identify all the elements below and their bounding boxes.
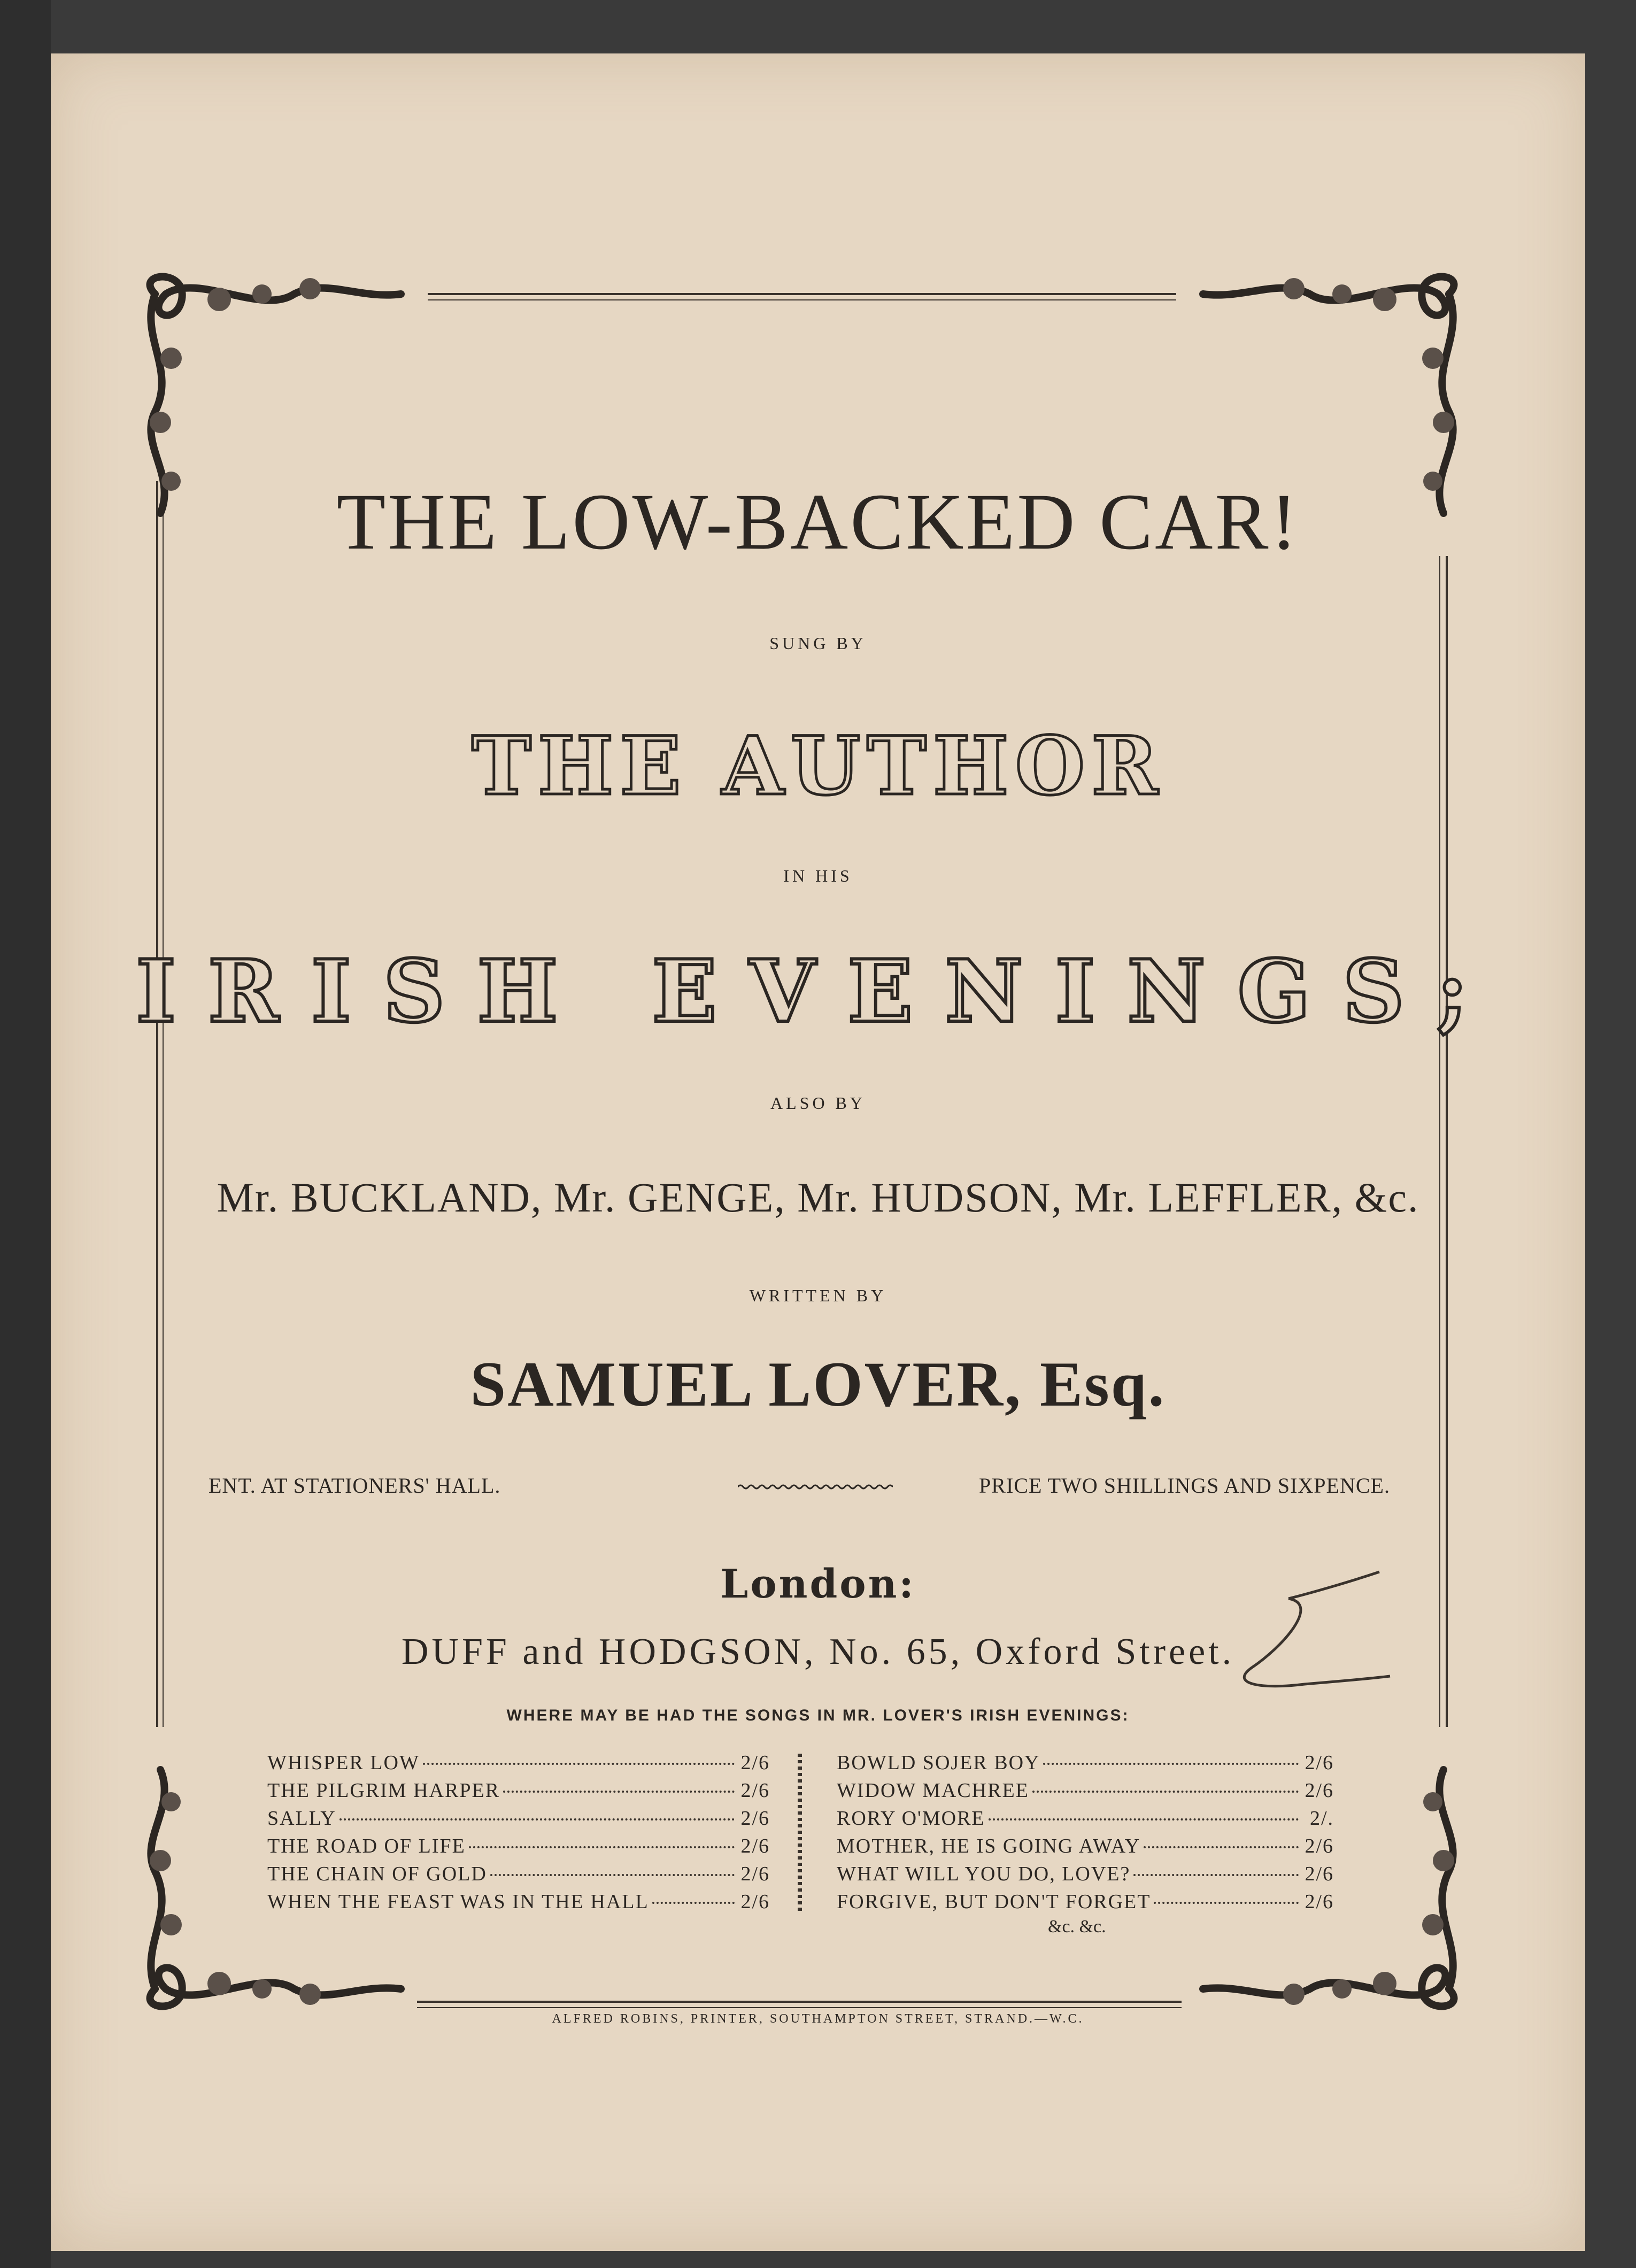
printer-imprint: ALFRED ROBINS, PRINTER, SOUTHAMPTON STREET, STRAND.—W.C. — [552, 2012, 1084, 2026]
where-heading: WHERE MAY BE HAD THE SONGS IN MR. LOVER'S IRISH EVENINGS: — [506, 1707, 1130, 1724]
page-title: THE LOW-BACKED CAR! — [336, 477, 1300, 566]
in-his-label: IN HIS — [783, 866, 853, 885]
written-by-label: WRITTEN BY — [749, 1286, 887, 1305]
also-by-label: ALSO BY — [770, 1093, 866, 1113]
entered-note: ENT. AT STATIONERS' HALL. — [209, 1474, 501, 1498]
price-note: PRICE TWO SHILLINGS AND SIXPENCE. — [979, 1474, 1390, 1498]
list-item: WHAT WILL YOU DO, LOVE? 2/6 — [837, 1863, 1334, 1885]
singers-line: Mr. BUCKLAND, Mr. GENGE, Mr. HUDSON, Mr. LEFFLER, &c. — [217, 1174, 1419, 1221]
irish-evenings-heading: IRISH EVENINGS; — [136, 941, 1500, 1042]
list-item: THE PILGRIM HARPER 2/6 — [267, 1779, 770, 1802]
list-item: RORY O'MORE 2/. — [837, 1807, 1334, 1830]
list-item: MOTHER, HE IS GOING AWAY 2/6 — [837, 1835, 1334, 1857]
sung-by-label: SUNG BY — [769, 634, 867, 653]
column-divider — [798, 1754, 802, 1914]
frame-bottom-rule-thin — [417, 2007, 1182, 2008]
list-item: WIDOW MACHREE 2/6 — [837, 1779, 1334, 1802]
list-item: SALLY 2/6 — [267, 1807, 770, 1830]
squiggle-divider — [738, 1484, 893, 1490]
book-spine — [0, 0, 51, 2268]
writer-name: SAMUEL LOVER, Esq. — [470, 1348, 1166, 1420]
publisher-line: DUFF and HODGSON, No. 65, Oxford Street. — [401, 1631, 1235, 1672]
songs-list-right — [837, 1751, 1334, 1918]
frame-top-rule — [428, 293, 1176, 295]
list-item: THE ROAD OF LIFE 2/6 — [267, 1835, 770, 1857]
list-item: BOWLD SOJER BOY 2/6 — [837, 1752, 1334, 1774]
handwritten-mark — [1219, 1561, 1395, 1695]
frame-top-rule-thin — [428, 299, 1176, 300]
etc-note: &c. &c. — [1048, 1917, 1106, 1937]
songs-list-left — [267, 1751, 770, 1918]
author-heading: THE AUTHOR — [472, 719, 1164, 813]
list-item: FORGIVE, BUT DON'T FORGET 2/6 — [837, 1891, 1334, 1913]
london-heading: London: — [720, 1561, 916, 1607]
list-item: THE CHAIN OF GOLD 2/6 — [267, 1863, 770, 1885]
list-item: WHEN THE FEAST WAS IN THE HALL 2/6 — [267, 1891, 770, 1913]
list-item: WHISPER LOW 2/6 — [267, 1752, 770, 1774]
frame-bottom-rule — [417, 2001, 1182, 2003]
